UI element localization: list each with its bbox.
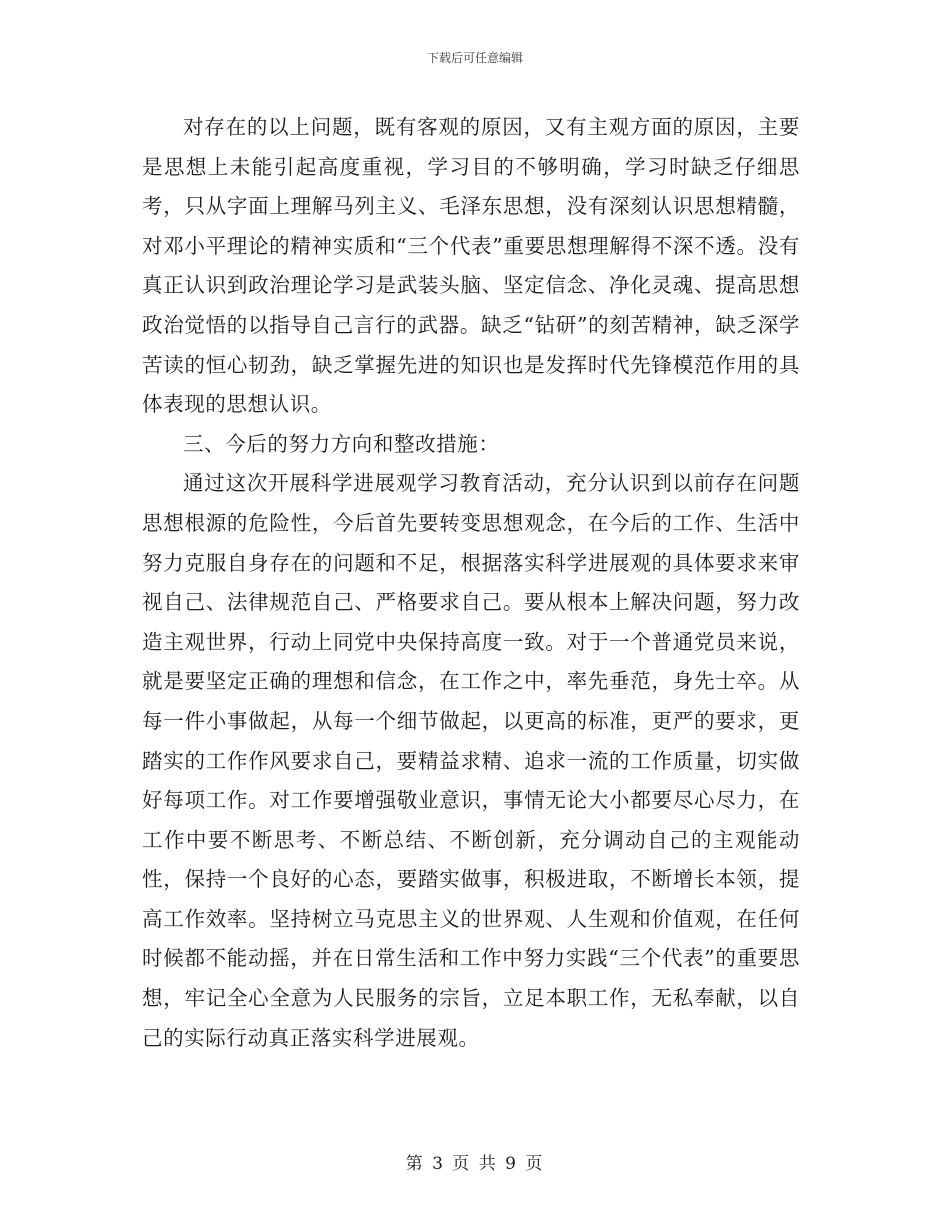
page-number: 第 3 页 共 9 页 [405, 1154, 545, 1174]
page-header: 下载后可任意编辑 [426, 51, 523, 65]
paragraph-measures: 通过这次开展科学进展观学习教育活动，充分认识到以前存在问题思想根源的危险性，今后首先要转变思想观念，在今后的工作、生活中努力克服自身存在的问题和不足，根据落实科学进展观的具体要求来审视自己、法律规范自己、严格要求自己。要从根本上解决问题，努力改造主观世界，行动上同党中央保持高度一致。对于一个普通党员来说，就是要坚定正确的理想和信念，在工作之中，率先垂范，身先士卒。从每一件小事做起，从每一个细节做起，以更高的标准，更严的要求，更踏实的工作作风要求自己，要精益求精、追求一流的工作质量，切实做好每项工作。对工作要增强敬业意识，事情无论大小都要尽心尽力，在工作中要不断思考、不断总结、不断创新，充分调动自己的主观能动性，保持一个良好的心态，要踏实做事，积极进取，不断增长本领，提高工作效率。坚持树立马克思主义的世界观、人生观和价值观，在任何时候都不能动摇，并在日常生活和工作中努力实践“三个代表”的重要思想，牢记全心全意为人民服务的宗旨，立足本职工作，无私奉献，以自己的实际行动真正落实科学进展观。 [142, 471, 800, 1050]
section-heading-measures: 三、今后的努力方向和整改措施： [183, 431, 500, 456]
paragraph-causes: 对存在的以上问题，既有客观的原因，又有主观方面的原因，主要是思想上未能引起高度重视，学习目的不够明确，学习时缺乏仔细思考，只从字面上理解马列主义、毛泽东思想，没有深刻认识思想精髓，对邓小平理论的精神实质和“三个代表”重要思想理解得不深不透。没有真正认识到政治理论学习是武装头脑、坚定信念、净化灵魂、提高思想政治觉悟的以指导自己言行的武器。缺乏“钻研”的刻苦精神，缺乏深学苦读的恒心韧劲，缺乏掌握先进的知识也是发挥时代先锋模范作用的具体表现的思想认识。 [142, 115, 800, 417]
document-body [142, 108, 800, 1058]
